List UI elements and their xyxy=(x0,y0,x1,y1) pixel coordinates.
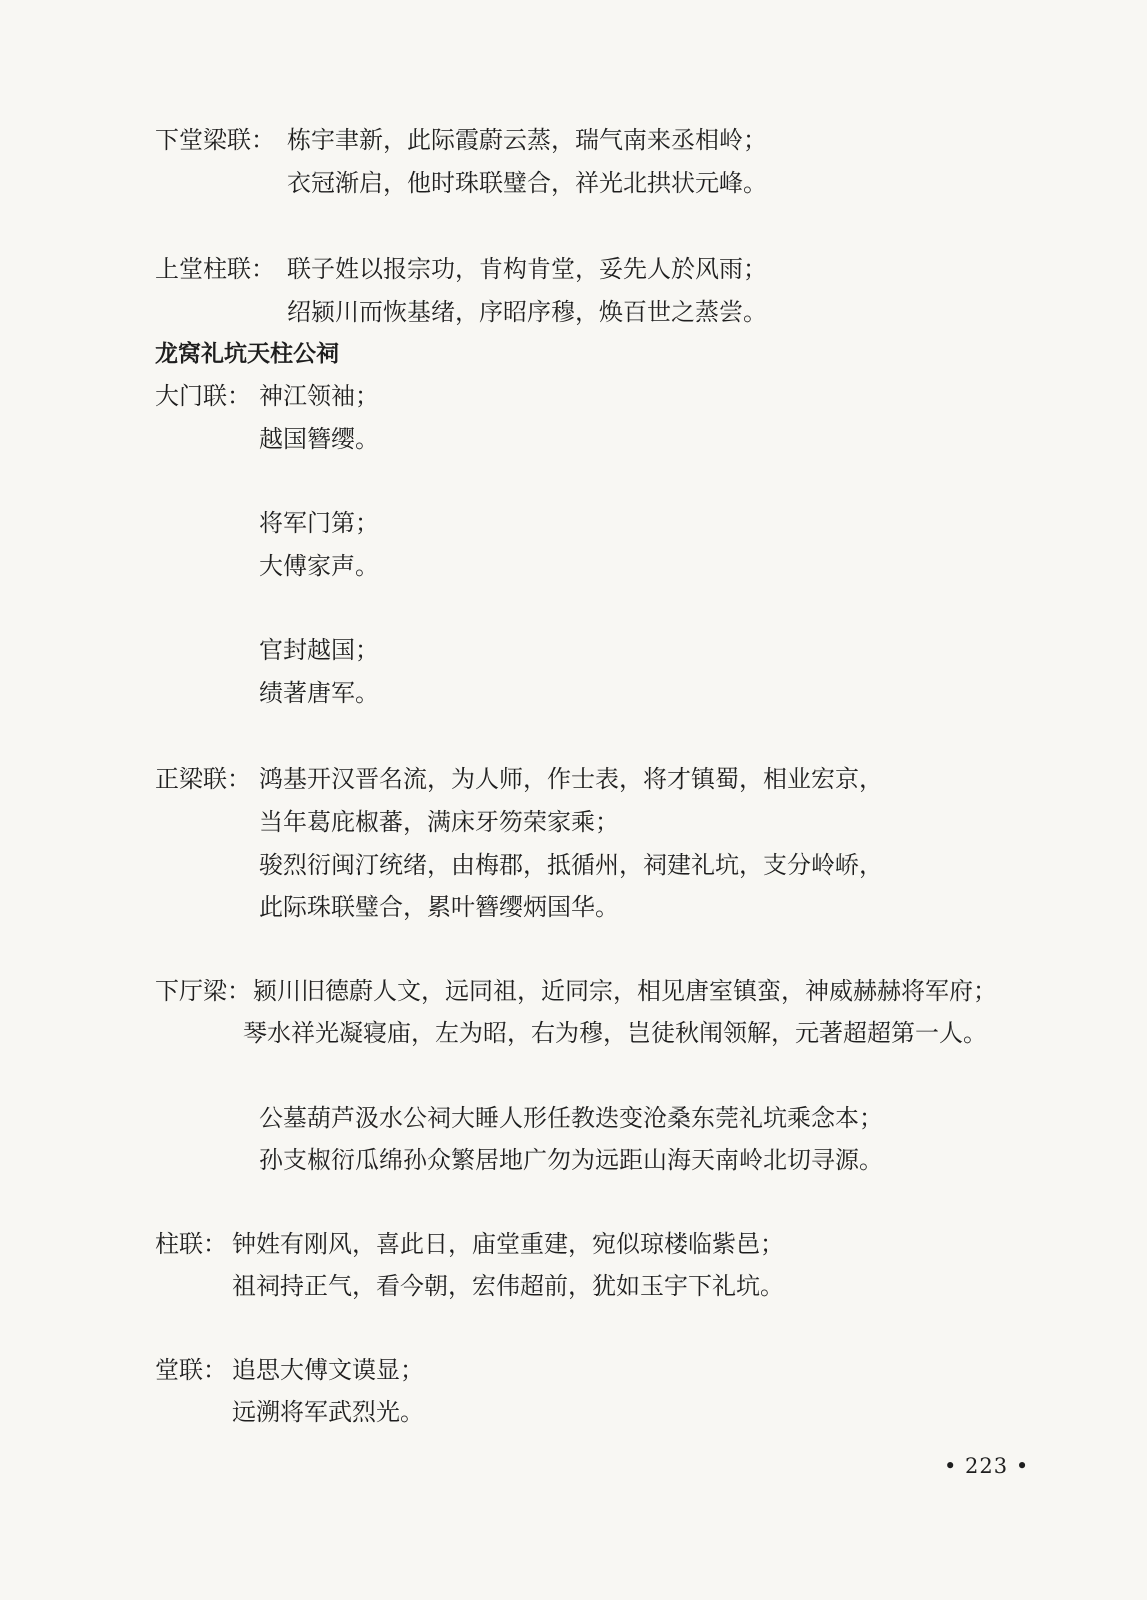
couplet-line: 祖祠持正气，看今朝，宏伟超前，犹如玉宇下礼坑。 xyxy=(232,1272,784,1300)
couplet-line: 孙支椒衍瓜绵孙众繁居地广勿为远距山海天南岭北切寻源。 xyxy=(259,1146,883,1174)
couplet-line: 联子姓以报宗功，肯构肯堂，妥先人於风雨； xyxy=(287,255,767,283)
couplet-line: 此际珠联璧合，累叶簪缨炳国华。 xyxy=(259,893,619,921)
couplet-line: 绩著唐军。 xyxy=(259,679,379,707)
section-heading: 龙窝礼坑天柱公祠 xyxy=(155,341,339,367)
couplet-line: 将军门第； xyxy=(259,509,379,537)
couplet-line: 钟姓有刚风，喜此日，庙堂重建，宛似琼楼临紫邑； xyxy=(232,1230,784,1258)
couplet-line: 远溯将军武烈光。 xyxy=(232,1398,424,1426)
couplet-line: 官封越国； xyxy=(259,636,379,664)
couplet-line: 绍颍川而恢基绪，序昭序穆，焕百世之蒸尝。 xyxy=(287,298,767,326)
couplet-line: 栋宇聿新，此际霞蔚云蒸，瑞气南来丞相岭； xyxy=(287,126,767,154)
couplet-label-main-gate: 大门联： xyxy=(155,382,251,410)
couplet-line: 神江领袖； xyxy=(259,382,379,410)
page-number: • 223 • xyxy=(944,1454,1030,1478)
couplet-line: 公墓葫芦汲水公祠大睡人形任教迭变沧桑东莞礼坑乘念本； xyxy=(259,1104,883,1132)
couplet-line: 大傅家声。 xyxy=(259,552,379,580)
couplet-label-hall: 堂联： xyxy=(155,1356,227,1384)
couplet-label-lower-hall-beam: 下堂梁联： xyxy=(155,126,275,154)
couplet-label-main-beam: 正梁联： xyxy=(155,765,251,793)
couplet-line: 当年葛庇椒蕃，满床牙笏荣家乘； xyxy=(259,808,619,836)
couplet-label-pillar: 柱联： xyxy=(155,1230,227,1258)
couplet-line: 追思大傅文谟显； xyxy=(232,1356,424,1384)
couplet-line: 衣冠渐启，他时珠联璧合，祥光北拱状元峰。 xyxy=(287,169,767,197)
couplet-label-upper-hall-pillar: 上堂柱联： xyxy=(155,255,275,283)
couplet-line: 鸿基开汉晋名流，为人师，作士表，将才镇蜀，相业宏京， xyxy=(259,765,883,793)
couplet-label-lower-hall: 下厅梁： xyxy=(155,977,251,1005)
couplet-line: 琴水祥光凝寝庙，左为昭，右为穆，岂徒秋闱领解，元著超超第一人。 xyxy=(243,1019,987,1047)
couplet-line: 越国簪缨。 xyxy=(259,425,379,453)
couplet-line: 颍川旧德蔚人文，远同祖，近同宗，相见唐室镇蛮，神威赫赫将军府； xyxy=(253,977,997,1005)
couplet-line: 骏烈衍闽汀统绪，由梅郡，抵循州，祠建礼坑，支分岭峤， xyxy=(259,851,883,879)
